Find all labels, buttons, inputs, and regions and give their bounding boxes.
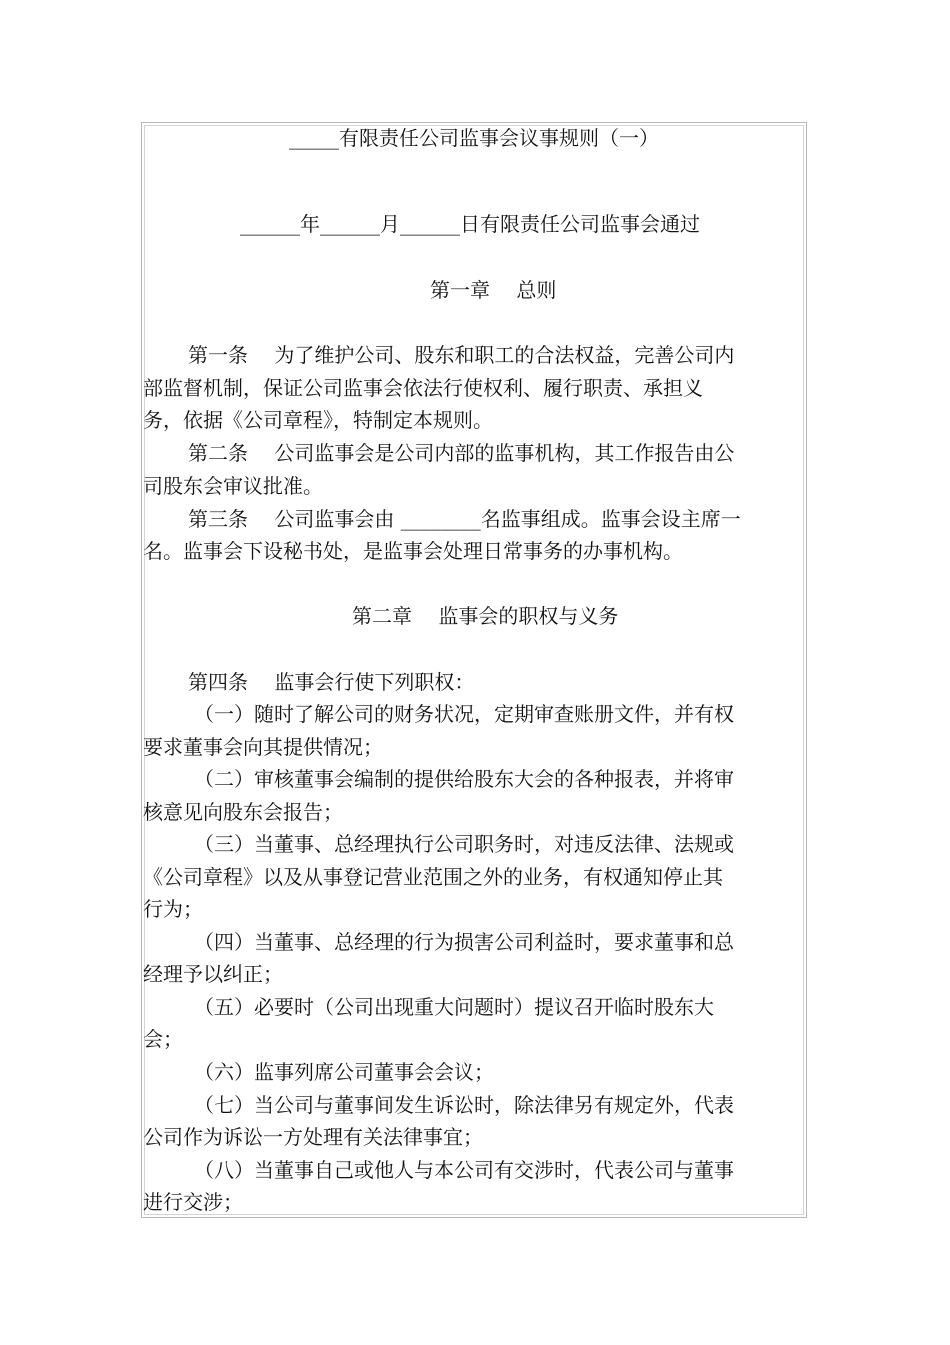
article-1-line-2: 部监督机制，保证公司监事会依法行使权利、履行职责、承担义 [143, 376, 703, 400]
item-8-line-2: 进行交涉； [143, 1190, 243, 1214]
article-2-line-1: 第二条 公司监事会是公司内部的监事机构，其工作报告由公 [188, 441, 735, 465]
item-6-line-1: （六）监事列席公司董事会会议； [194, 1060, 494, 1084]
article-1-line-3: 务，依据《公司章程》，特制定本规则。 [143, 408, 493, 432]
item-2-line-1: （二）审核董事会编制的提供给股东大会的各种报表，并将审 [194, 767, 734, 791]
article-4-line: 第四条 监事会行使下列职权： [188, 670, 475, 694]
item-3-line-2: 《公司章程》以及从事登记营业范围之外的业务，有权通知停止其 [143, 865, 723, 889]
item-1-line-2: 要求董事会向其提供情况； [143, 735, 383, 759]
item-5-line-1: （五）必要时（公司出现重大问题时）提议召开临时股东大 [194, 995, 714, 1019]
article-3-line-1: 第三条 公司监事会由 ________名监事组成。监事会设主席一 [188, 507, 741, 531]
item-7-line-2: 公司作为诉讼一方处理有关法律事宜； [143, 1125, 483, 1149]
item-4-line-1: （四）当董事、总经理的行为损害公司利益时，要求董事和总 [194, 930, 734, 954]
document-title: _____有限责任公司监事会议事规则（一） [289, 126, 659, 150]
article-1-line-1: 第一条 为了维护公司、股东和职工的合法权益，完善公司内 [188, 343, 735, 367]
article-3-line-2: 名。监事会下设秘书处，是监事会处理日常事务的办事机构。 [143, 539, 683, 563]
item-3-line-3: 行为； [143, 897, 203, 921]
item-8-line-1: （八）当董事自己或他人与本公司有交涉时，代表公司与董事 [194, 1158, 734, 1182]
item-5-line-2: 会； [143, 1027, 183, 1051]
article-2-line-2: 司股东会审议批准。 [143, 474, 323, 498]
item-4-line-2: 经理予以纠正； [143, 962, 283, 986]
chapter-1-heading: 第一章 总则 [430, 278, 557, 302]
item-1-line-1: （一）随时了解公司的财务状况，定期审查账册文件，并有权 [194, 702, 734, 726]
item-7-line-1: （七）当公司与董事间发生诉讼时，除法律另有规定外，代表 [194, 1093, 734, 1117]
date-line: ______年______月______日有限责任公司监事会通过 [240, 212, 700, 236]
chapter-2-heading: 第二章 监事会的职权与义务 [352, 604, 619, 628]
item-3-line-1: （三）当董事、总经理执行公司职务时，对违反法律、法规或 [194, 832, 734, 856]
item-2-line-2: 核意见向股东会报告； [143, 800, 343, 824]
